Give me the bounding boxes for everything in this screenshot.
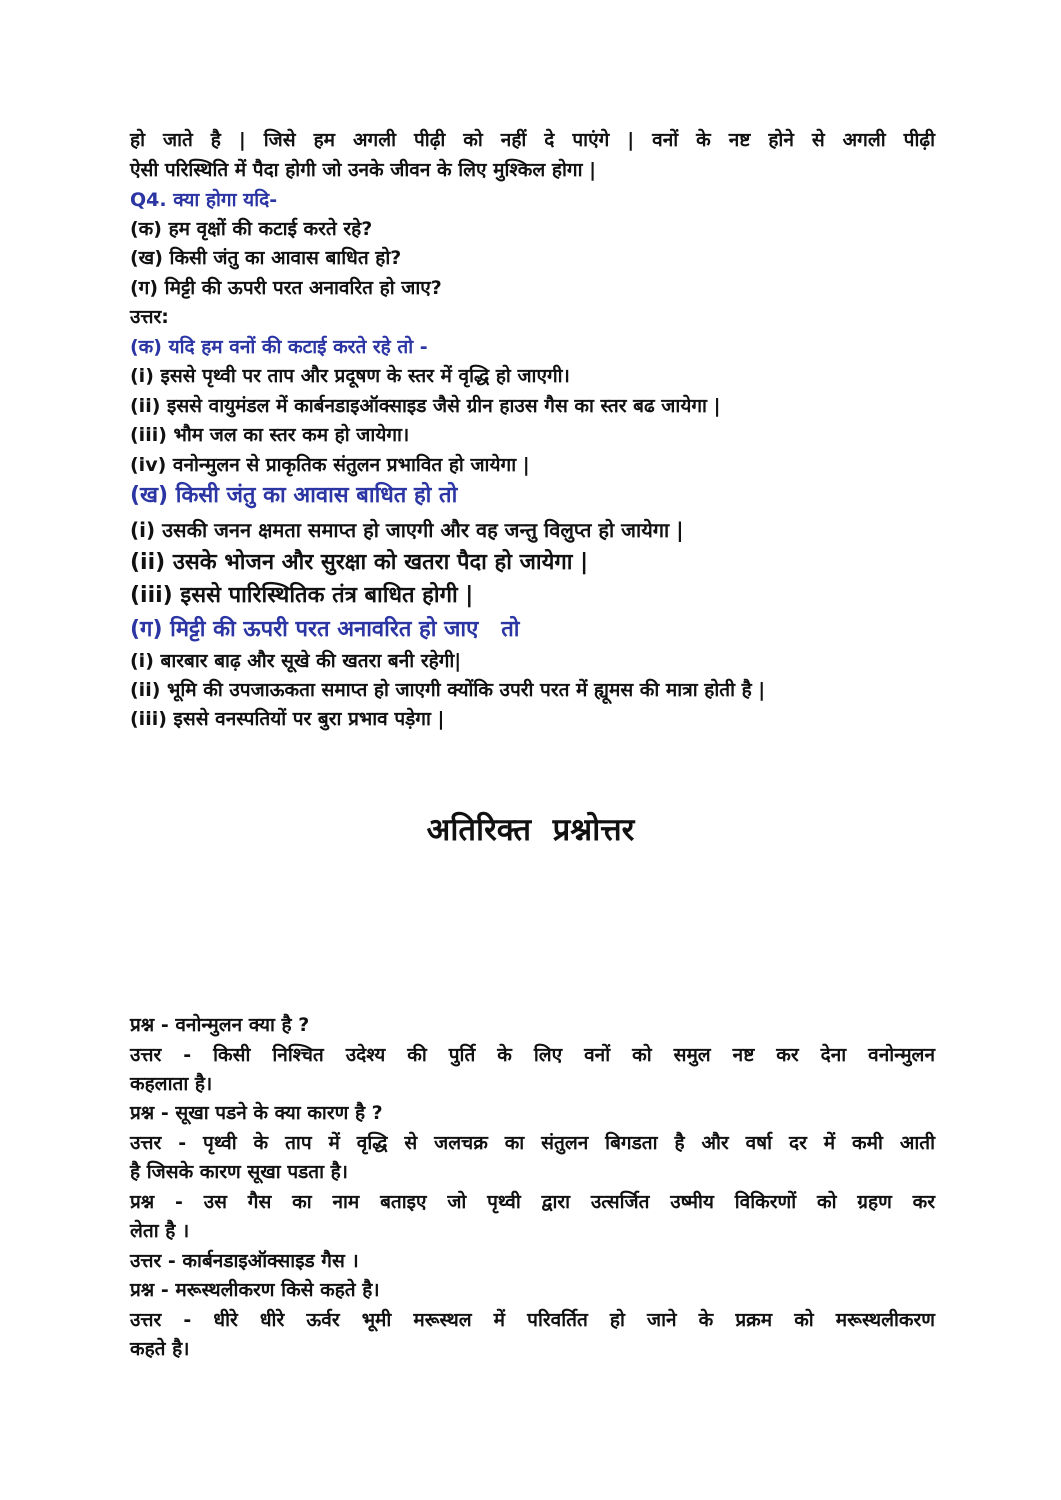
qa-line: प्रश्न - वनोन्मुलन क्या है ? (130, 1014, 310, 1036)
answer-heading: (ग) मिट्टी की ऊपरी परत अनावरित हो जाए तो (130, 617, 520, 642)
answer-label: उत्तर: (130, 306, 169, 328)
question-heading: Q4. क्या होगा यदि- (130, 189, 278, 211)
qa-line: उत्तर - पृथ्वी के ताप में वृद्धि से जलचक्र का संतुलन बिगडता है और वर्षा दर में कमी आती (130, 1132, 935, 1154)
answer-point: (iii) इससे वनस्पतियों पर बुरा प्रभाव पड़ेगा | (130, 708, 445, 730)
answer-point: (ii) इससे वायुमंडल में कार्बनडाइऑक्साइड जैसे ग्रीन हाउस गैस का स्तर बढ जायेगा | (130, 395, 721, 417)
qa-line: कहलाता है। (130, 1073, 213, 1095)
section-title: अतिरिक्त प्रश्नोत्तर (426, 812, 635, 848)
qa-line: लेता है । (130, 1220, 190, 1242)
qa-line: कहते है। (130, 1338, 190, 1360)
answer-point: (iii) भौम जल का स्तर कम हो जायेगा। (130, 424, 410, 446)
qa-line: प्रश्न - मरूस्थलीकरण किसे कहते है। (130, 1279, 380, 1301)
answer-point: (iii) इससे पारिस्थितिक तंत्र बाधित होगी | (130, 583, 474, 608)
qa-line: प्रश्न - सूखा पडने के क्या कारण है ? (130, 1102, 383, 1124)
qa-line: है जिसके कारण सूखा पडता है। (130, 1161, 348, 1183)
answer-point: (i) इससे पृथ्वी पर ताप और प्रदूषण के स्तर में वृद्धि हो जाएगी। (130, 365, 570, 387)
answer-point: (ii) उसके भोजन और सुरक्षा को खतरा पैदा हो जायेगा | (130, 550, 589, 575)
question-item: (ग) मिट्टी की ऊपरी परत अनावरित हो जाए? (130, 277, 442, 299)
answer-heading: (क) यदि हम वनों की कटाई करते रहे तो - (130, 336, 428, 358)
qa-line: प्रश्न - उस गैस का नाम बताइए जो पृथ्वी द्वारा उत्सर्जित उष्मीय विकिरणों को ग्रहण कर (130, 1191, 935, 1213)
question-item: (क) हम वृक्षों की कटाई करते रहे? (130, 218, 373, 240)
paragraph-line: ऐसी परिस्थिति में पैदा होगी जो उनके जीवन के लिए मुश्किल होगा | (130, 159, 597, 181)
answer-heading: (ख) किसी जंतु का आवास बाधित हो तो (130, 483, 458, 508)
answer-point: (i) उसकी जनन क्षमता समाप्त हो जाएगी और वह जन्तु विलुप्त हो जायेगा | (130, 518, 684, 542)
qa-line: उत्तर - धीरे धीरे ऊर्वर भूमी मरूस्थल में परिवर्तित हो जाने के प्रक्रम को मरूस्थलीकरण (130, 1309, 935, 1331)
qa-line: उत्तर - किसी निश्चित उदेश्य की पुर्ति के लिए वनों को समुल नष्ट कर देना वनोन्मुलन (130, 1044, 935, 1066)
question-item: (ख) किसी जंतु का आवास बाधित हो? (130, 247, 402, 269)
answer-point: (ii) भूमि की उपजाऊकता समाप्त हो जाएगी क्योंकि उपरी परत में ह्यूमस की मात्रा होती है | (130, 679, 766, 701)
paragraph-line: हो जाते है | जिसे हम अगली पीढ़ी को नहीं दे पाएंगे | वनों के नष्ट होने से अगली पीढ़ी (130, 129, 935, 151)
answer-point: (iv) वनोन्मुलन से प्राकृतिक संतुलन प्रभावित हो जायेगा | (130, 454, 530, 476)
qa-line: उत्तर - कार्बनडाइऑक्साइड गैस । (130, 1250, 359, 1272)
answer-point: (i) बारबार बाढ़ और सूखे की खतरा बनी रहेगी| (130, 650, 462, 672)
